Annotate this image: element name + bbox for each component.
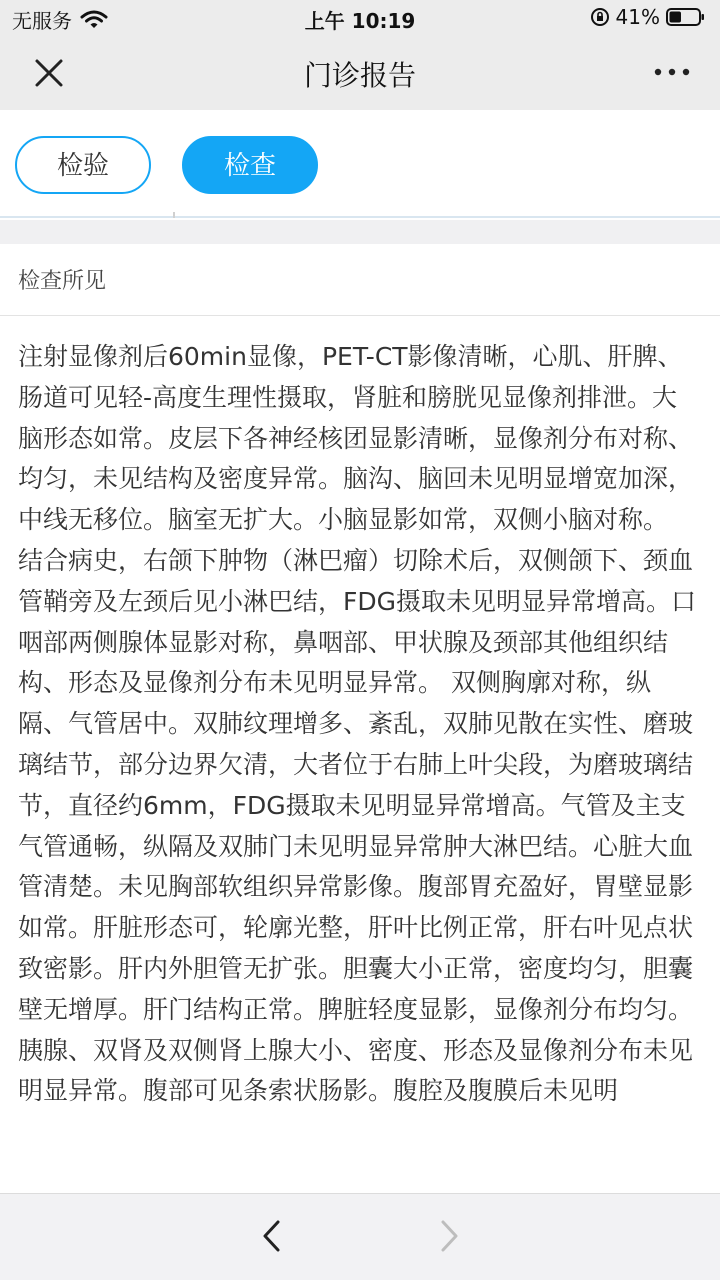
rotation-lock-icon <box>590 7 610 27</box>
tab-examination[interactable]: 检查 <box>182 136 318 194</box>
status-right <box>590 5 706 29</box>
tab-lab-test[interactable]: 检验 <box>15 136 151 194</box>
chevron-left-icon[interactable] <box>255 1218 289 1254</box>
section-gap <box>0 220 720 244</box>
page-title: 门诊报告 <box>303 59 416 92</box>
battery-icon <box>666 7 706 27</box>
status-time: 上午 10:19 <box>304 9 416 33</box>
section-title: 检查所见 <box>18 269 107 294</box>
tabs-divider <box>0 216 720 218</box>
section-header <box>0 244 720 316</box>
more-icon[interactable] <box>652 62 692 82</box>
nav-bar <box>0 36 720 110</box>
bottom-toolbar <box>0 1193 720 1280</box>
report-content[interactable] <box>0 317 720 1193</box>
report-tabs <box>0 110 720 218</box>
carrier-label: 无服务 <box>12 9 72 33</box>
battery-percent: 41% <box>615 5 660 29</box>
close-icon[interactable] <box>32 56 66 90</box>
report-text: 注射显像剂后60min显像，PET-CT影像清晰，心肌、肝脾、肠道可见轻-高度生理性摄取，肾脏和膀胱见显像剂排泄。大脑形态如常。皮层下各神经核团显影清晰，显像剂分布对称、均匀，未见结构及密度异常。脑沟、脑回未见明显增宽加深，中线无移位。脑室无扩大。小脑显影如常，双侧小脑对称。 结合病史，右颌下肿物（淋巴瘤）切除术后，双侧颌下、颈血管鞘旁及左颈后见小淋巴结，FDG摄取未见明显异常增高。口咽部两侧腺体显影对称，鼻咽部、甲状腺及颈部其他组织结构、形态及显像剂分布未见明显异常。 双侧胸廓对称，纵隔、气管居中。双肺纹理增多、紊乱，双肺见散在实性、磨玻璃结节，部分边界欠清，大者位于右肺上叶尖段，为磨玻璃结节，直径约6mm，FDG摄取未见明显异常增高。气管及主支气管通畅，纵隔及双肺门未见明显异常肿大淋巴结。心脏大血管清楚。未见胸部软组织异常影像。腹部胃充盈好，胃壁显影如常。肝脏形态可，轮廓光整，肝叶比例正常，肝右叶见点状致密影。肝内外胆管无扩张。胆囊大小正常，密度均匀，胆囊壁无增厚。肝门结构正常。脾脏轻度显影，显像剂分布均匀。胰腺、双肾及双侧肾上腺大小、密度、形态及显像剂分布未见明显异常。腹部可见条索状肠影。腹腔及腹膜后未见明 <box>18 342 697 1106</box>
status-bar <box>0 0 720 36</box>
chevron-right-icon[interactable] <box>432 1218 466 1254</box>
